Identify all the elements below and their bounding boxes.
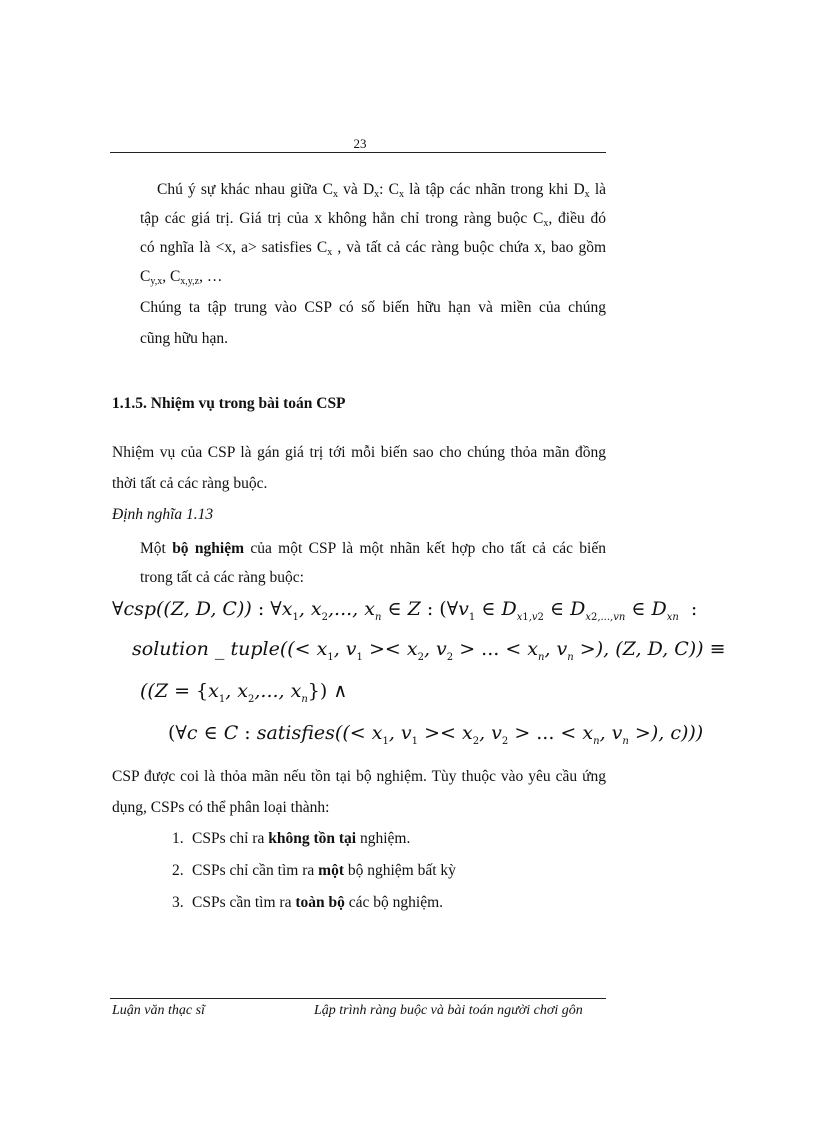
- formula-line2: solution _ tuple((< $x_1$, $v_1 >< x_2$, $v_2$ > ... < $x_n$, $v_n$ >), (Z, D, C)) ≡: [132, 638, 726, 663]
- list-item: 1. CSPs chỉ ra không tồn tại nghiệm.: [172, 830, 411, 847]
- definition-line1: Một bộ nghiệm của một CSP là một nhãn kết hợp cho tất cả các biến: [140, 540, 606, 557]
- para1-line1: Chú ý sự khác nhau giữa $C_x$ và $D_x$: $C_x$ là tập các nhãn trong khi $D_x$ là: [157, 181, 607, 200]
- list-item: 2. CSPs chỉ cần tìm ra một bộ nghiệm bất kỳ: [172, 862, 456, 879]
- para2-line1: Chúng ta tập trung vào CSP có số biến hữu hạn và miền của chúng: [140, 299, 606, 316]
- para3-line1: Nhiệm vụ của CSP là gán giá trị tới mỗi biến sao cho chúng thỏa mãn đồng: [112, 444, 606, 461]
- footer-right: Lập trình ràng buộc và bài toán người chơi gôn: [314, 1003, 583, 1018]
- page-number: 23: [353, 136, 367, 151]
- para2-line2: cũng hữu hạn.: [140, 330, 229, 347]
- section-heading: 1.1.5. Nhiệm vụ trong bài toán CSP: [112, 395, 346, 412]
- formula-line3: (($Z = \{x_1$, $x_2$,..., $x_n$}) ∧: [140, 680, 348, 705]
- para3-line2: thời tất cả các ràng buộc.: [112, 475, 268, 492]
- para1-line3: có nghĩa là <x, a> satisfies $C_x$ , và tất cả các ràng buộc chứa x, bao gồm: [140, 239, 606, 258]
- definition-line2: trong tất cả các ràng buộc:: [140, 569, 304, 586]
- formula-line1: ∀csp((Z, D, C)) : $\forall x_1$, $x_2$,..., $x_n$ ∈ Z : ($\forall v_1$ ∈ $D_{x1,v2}$ ∈ $D_{x2,...,vn}$ ∈ $D_{xn}$ :: [112, 598, 698, 623]
- para4-line1: CSP được coi là thỏa mãn nếu tồn tại bộ nghiệm. Tùy thuộc vào yêu cầu ứng: [112, 768, 606, 785]
- para4-line2: dụng, CSPs có thể phân loại thành:: [112, 799, 330, 816]
- definition-label: Định nghĩa 1.13: [112, 506, 214, 523]
- footer-rule: [110, 998, 606, 999]
- list-item: 3. CSPs cần tìm ra toàn bộ các bộ nghiệm.: [172, 894, 444, 911]
- para1-line4: $C_{y,x}$, $C_{x,y,z}$, …: [140, 268, 223, 287]
- footer-left: Luận văn thạc sĩ: [112, 1003, 205, 1018]
- formula-line4: (∀c ∈ C : satisfies((< $x_1$, $v_1 >< x_2$, $v_2$ > ... < $x_n$, $v_n$ >), c))): [168, 722, 704, 747]
- header-rule: [110, 152, 606, 153]
- para1-line2: tập các giá trị. Giá trị của x không hẳn chỉ trong ràng buộc $C_x$, điều đó: [140, 210, 606, 229]
